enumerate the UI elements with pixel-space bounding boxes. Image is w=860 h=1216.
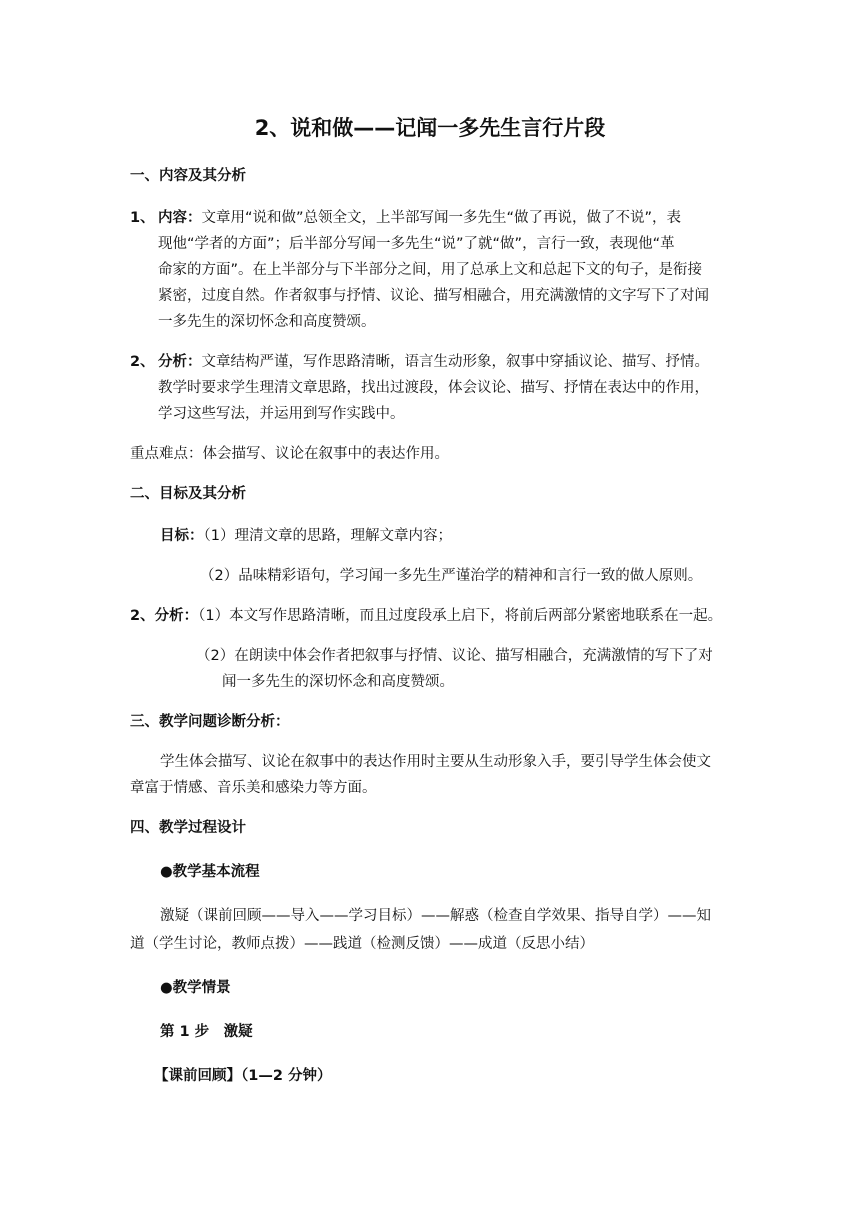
- document-title: 2、说和做——记闻一多先生言行片段: [254, 116, 606, 140]
- flow-line-1: 激疑（课前回顾——导入——学习目标）——解惑（检查自学效果、指导自学）——知: [160, 908, 711, 924]
- step-1-heading: 第 1 步 激疑: [160, 1024, 253, 1040]
- analysis-label: 2、分析：: [130, 608, 199, 624]
- item-1-number: 1、: [130, 210, 155, 226]
- analysis-line-1: [130, 606, 722, 626]
- item-2-line-3: 学习这些写法，并运用到写作实践中。: [158, 406, 405, 422]
- section-3-line-2: 章富于情感、音乐美和感染力等方面。: [130, 780, 377, 796]
- key-difficulty-line: 重点难点：体会描写、议论在叙事中的表达作用。: [130, 446, 449, 462]
- item-1-line-1: [158, 208, 681, 228]
- review-heading: 【课前回顾】（1—2 分钟）: [154, 1068, 332, 1084]
- section-1-heading: 一、内容及其分析: [130, 168, 246, 184]
- item-2-line-2: 教学时要求学生理清文章思路，找出过渡段，体会议论、描写、抒情在表达中的作用，: [158, 380, 709, 396]
- section-4-heading: 四、教学过程设计: [130, 820, 246, 836]
- analysis-line-3: 闻一多先生的深切怀念和高度赞颂。: [222, 674, 454, 690]
- item-1-line-3: 命家的方面”。在上半部分与下半部分之间，用了总承上文和总起下文的句子，是衔接: [158, 262, 703, 278]
- item-2-line-1: [158, 352, 709, 372]
- item-1-line-5: 一多先生的深切怀念和高度赞颂。: [158, 314, 376, 330]
- flow-heading: ●教学基本流程: [160, 864, 260, 880]
- item-1-line-2: 现他“学者的方面”；后半部分写闻一多先生“说”了就“做”，言行一致，表现他“革: [158, 236, 675, 252]
- item-1-line-4: 紧密，过度自然。作者叙事与抒情、议论、描写相融合，用充满激情的文字写下了对闻: [158, 288, 709, 304]
- flow-line-2: 道（学生讨论，教师点拨）——践道（检测反馈）——成道（反思小结）: [130, 936, 594, 952]
- analysis-1-text: （1）本文写作思路清晰，而且过度段承上启下，将前后两部分紧密地联系在一起。: [198, 608, 723, 624]
- section-2-heading: 二、目标及其分析: [130, 486, 246, 502]
- item-2-label: 分析：: [158, 354, 202, 370]
- item-1-label: 内容：: [158, 210, 202, 226]
- goal-1-text: （1）理清文章的思路，理解文章内容；: [203, 528, 452, 544]
- item-2-number: 2、: [130, 354, 155, 370]
- item-2-text-1: 文章结构严谨，写作思路清晰，语言生动形象，叙事中穿插议论、描写、抒情。: [201, 354, 709, 370]
- goal-line-1: [160, 526, 452, 546]
- goal-line-2: （2）品味精彩语句，学习闻一多先生严谨治学的精神和言行一致的做人原则。: [200, 568, 703, 584]
- scene-heading: ●教学情景: [160, 980, 231, 996]
- section-3-line-1: 学生体会描写、议论在叙事中的表达作用时主要从生动形象入手，要引导学生体会使文: [160, 754, 711, 770]
- section-3-heading: 三、教学问题诊断分析：: [130, 714, 290, 730]
- item-1-text-1: 文章用“说和做”总领全文，上半部写闻一多先生“做了再说，做了不说”，表: [201, 210, 682, 226]
- analysis-line-2: （2）在朗读中体会作者把叙事与抒情、议论、描写相融合，充满激情的写下了对: [196, 648, 713, 664]
- goal-label: 目标：: [160, 528, 204, 544]
